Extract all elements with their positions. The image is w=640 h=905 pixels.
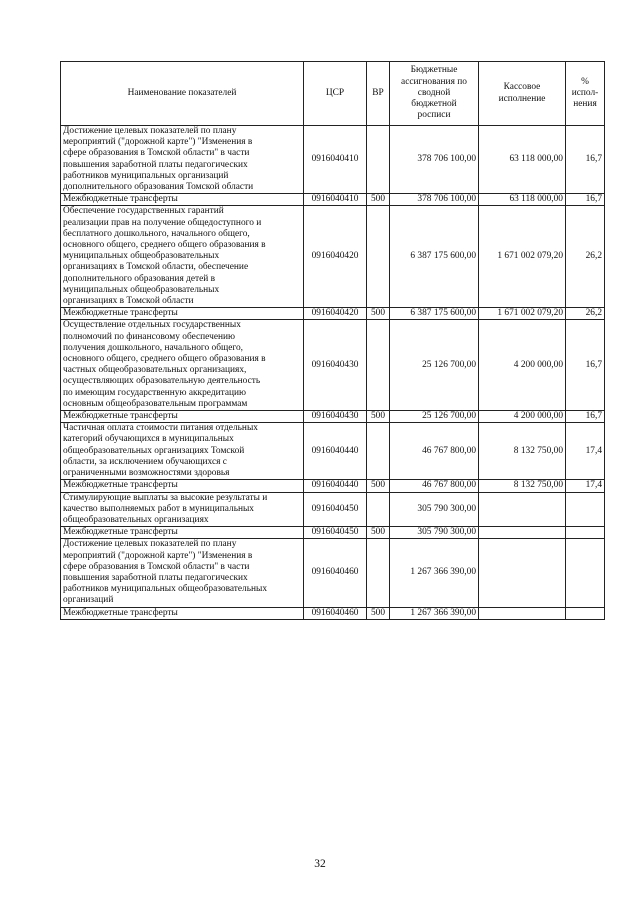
row-name-cell xyxy=(61,527,304,539)
row-name-line: Межбюджетные трансферты xyxy=(63,480,178,491)
row-vr-cell: 500 xyxy=(367,607,390,619)
row-cash-cell xyxy=(479,539,566,607)
table-row xyxy=(61,527,605,539)
row-name-line: муниципальных общеобразовательных xyxy=(63,251,220,262)
row-name-line: бесплатного дошкольного, начального общего, xyxy=(63,228,250,239)
table-row xyxy=(61,607,605,619)
row-budget-cell: 305 790 300,00 xyxy=(390,492,479,527)
row-vr-cell: 500 xyxy=(367,480,390,492)
row-pct-cell: 26,2 xyxy=(566,206,605,308)
row-cash-cell: 63 118 000,00 xyxy=(479,194,566,206)
row-name-cell xyxy=(61,320,304,411)
row-name-cell xyxy=(61,423,304,480)
row-name-line: Межбюджетные трансферты xyxy=(63,607,178,618)
row-csr-cell: 0916040410 xyxy=(304,126,367,194)
page-number: 32 xyxy=(314,858,326,870)
table-row xyxy=(61,206,605,308)
row-name-line: общеобразовательных организациях xyxy=(63,514,209,525)
row-cash-cell xyxy=(479,492,566,527)
row-vr-cell: 500 xyxy=(367,527,390,539)
row-pct-cell: 16,7 xyxy=(566,194,605,206)
row-csr-cell: 0916040420 xyxy=(304,308,367,320)
row-name-line: по имеющим государственную аккредитацию xyxy=(63,387,247,398)
row-pct-cell: 17,4 xyxy=(566,423,605,480)
row-budget-cell: 46 767 800,00 xyxy=(390,423,479,480)
row-name-cell xyxy=(61,194,304,206)
row-name-line: Межбюджетные трансферты xyxy=(63,308,178,319)
row-budget-cell: 1 267 366 390,00 xyxy=(390,607,479,619)
row-pct-cell: 17,4 xyxy=(566,480,605,492)
row-vr-cell xyxy=(367,126,390,194)
row-name-line: полномочий по финансовому обеспечению xyxy=(63,331,236,342)
row-csr-cell: 0916040430 xyxy=(304,411,367,423)
row-pct-cell xyxy=(566,527,605,539)
row-vr-cell xyxy=(367,492,390,527)
row-name-line: организациях в Томской области xyxy=(63,296,194,307)
row-name-line: ограниченными возможностями здоровья xyxy=(63,468,230,479)
table-row xyxy=(61,480,605,492)
row-vr-cell xyxy=(367,539,390,607)
table-row xyxy=(61,539,605,607)
row-pct-cell xyxy=(566,607,605,619)
table-row xyxy=(61,411,605,423)
row-name-cell xyxy=(61,539,304,607)
row-pct-cell xyxy=(566,492,605,527)
row-csr-cell: 0916040440 xyxy=(304,423,367,480)
row-pct-cell: 16,7 xyxy=(566,411,605,423)
row-name-cell xyxy=(61,480,304,492)
row-vr-cell xyxy=(367,320,390,411)
row-name-line: качество выполняемых работ в муниципальных xyxy=(63,503,254,514)
row-csr-cell: 0916040430 xyxy=(304,320,367,411)
row-csr-cell: 0916040460 xyxy=(304,607,367,619)
row-budget-cell: 6 387 175 600,00 xyxy=(390,206,479,308)
row-name-line: основного общего, среднего общего образования в xyxy=(63,240,266,251)
row-vr-cell xyxy=(367,206,390,308)
row-budget-cell: 378 706 100,00 xyxy=(390,126,479,194)
table-body xyxy=(61,126,605,620)
row-name-cell xyxy=(61,492,304,527)
row-csr-cell: 0916040450 xyxy=(304,527,367,539)
row-cash-cell: 4 200 000,00 xyxy=(479,320,566,411)
row-name-line: Достижение целевых показателей по плану xyxy=(63,539,237,550)
row-pct-cell: 16,7 xyxy=(566,126,605,194)
row-name-cell xyxy=(61,607,304,619)
row-name-line: мероприятий ("дорожной карте") "Изменения в xyxy=(63,137,253,148)
row-csr-cell: 0916040440 xyxy=(304,480,367,492)
row-name-line: частных общеобразовательных организациях, xyxy=(63,365,247,376)
row-name-line: организаций xyxy=(63,595,114,606)
table-row xyxy=(61,308,605,320)
row-csr-cell: 0916040450 xyxy=(304,492,367,527)
header-budget: Бюджетные ассигнования по сводной бюджетной росписи xyxy=(390,62,479,126)
row-csr-cell: 0916040460 xyxy=(304,539,367,607)
row-vr-cell: 500 xyxy=(367,411,390,423)
row-name-line: Частичная оплата стоимости питания отдельных xyxy=(63,423,258,434)
row-name-line: реализации прав на получение общедоступного и xyxy=(63,217,262,228)
row-name-line: области, за исключением обучающихся с xyxy=(63,456,227,467)
row-name-cell xyxy=(61,206,304,308)
row-name-line: муниципальных общеобразовательных xyxy=(63,284,220,295)
row-cash-cell xyxy=(479,527,566,539)
row-name-line: Достижение целевых показателей по плану xyxy=(63,126,237,136)
row-name-line: Стимулирующие выплаты за высокие результаты и xyxy=(63,492,268,503)
table-row xyxy=(61,194,605,206)
row-cash-cell xyxy=(479,607,566,619)
row-name-line: повышения заработной платы педагогических xyxy=(63,572,248,583)
row-pct-cell: 16,7 xyxy=(566,320,605,411)
row-budget-cell: 1 267 366 390,00 xyxy=(390,539,479,607)
row-budget-cell: 378 706 100,00 xyxy=(390,194,479,206)
row-budget-cell: 305 790 300,00 xyxy=(390,527,479,539)
row-cash-cell: 8 132 750,00 xyxy=(479,423,566,480)
budget-execution-table xyxy=(60,61,605,620)
row-pct-cell: 26,2 xyxy=(566,308,605,320)
row-name-cell xyxy=(61,126,304,194)
row-name-line: Межбюджетные трансферты xyxy=(63,411,178,422)
row-name-line: Межбюджетные трансферты xyxy=(63,527,178,538)
header-name: Наименование показателей xyxy=(61,62,304,126)
header-csr: ЦСР xyxy=(304,62,367,126)
row-vr-cell: 500 xyxy=(367,194,390,206)
table-row xyxy=(61,126,605,194)
row-csr-cell: 0916040410 xyxy=(304,194,367,206)
row-name-line: работников муниципальных общеобразовательных xyxy=(63,584,268,595)
row-vr-cell xyxy=(367,423,390,480)
row-budget-cell: 46 767 800,00 xyxy=(390,480,479,492)
row-name-line: мероприятий ("дорожной карте") "Изменения в xyxy=(63,550,253,561)
row-cash-cell: 1 671 002 079,20 xyxy=(479,206,566,308)
row-name-line: повышения заработной платы педагогических xyxy=(63,159,248,170)
row-name-line: дополнительного образования детей в xyxy=(63,273,216,284)
row-csr-cell: 0916040420 xyxy=(304,206,367,308)
header-vr: ВР xyxy=(367,62,390,126)
row-budget-cell: 25 126 700,00 xyxy=(390,411,479,423)
row-cash-cell: 4 200 000,00 xyxy=(479,411,566,423)
row-name-line: общеобразовательных организациях Томской xyxy=(63,445,245,456)
row-name-cell xyxy=(61,308,304,320)
row-name-line: организациях в Томской области, обеспечение xyxy=(63,262,249,273)
row-cash-cell: 1 671 002 079,20 xyxy=(479,308,566,320)
row-budget-cell: 6 387 175 600,00 xyxy=(390,308,479,320)
row-cash-cell: 63 118 000,00 xyxy=(479,126,566,194)
row-name-line: Осуществление отдельных государственных xyxy=(63,320,241,331)
row-name-line: основным общеобразовательным программам xyxy=(63,398,248,409)
row-name-line: получения дошкольного, начального общего, xyxy=(63,342,244,353)
table-header-row xyxy=(61,62,605,126)
table-row xyxy=(61,423,605,480)
table-row xyxy=(61,320,605,411)
row-name-line: сфере образования в Томской области" в части xyxy=(63,148,250,159)
row-name-line: Обеспечение государственных гарантий xyxy=(63,206,224,217)
row-vr-cell: 500 xyxy=(367,308,390,320)
table-row xyxy=(61,492,605,527)
row-name-line: сфере образования в Томской области" в части xyxy=(63,561,250,572)
header-pct: % испол- нения xyxy=(566,62,605,126)
row-name-line: работников муниципальных организаций xyxy=(63,170,229,181)
row-cash-cell: 8 132 750,00 xyxy=(479,480,566,492)
row-pct-cell xyxy=(566,539,605,607)
row-name-line: Межбюджетные трансферты xyxy=(63,194,178,205)
row-name-cell xyxy=(61,411,304,423)
row-name-line: осуществляющих образовательную деятельность xyxy=(63,376,261,387)
row-name-line: основного общего, среднего общего образования в xyxy=(63,354,266,365)
row-name-line: категорий обучающихся в муниципальных xyxy=(63,434,234,445)
header-cash: Кассовое исполнение xyxy=(479,62,566,126)
row-budget-cell: 25 126 700,00 xyxy=(390,320,479,411)
row-name-line: дополнительного образования Томской области xyxy=(63,182,254,193)
